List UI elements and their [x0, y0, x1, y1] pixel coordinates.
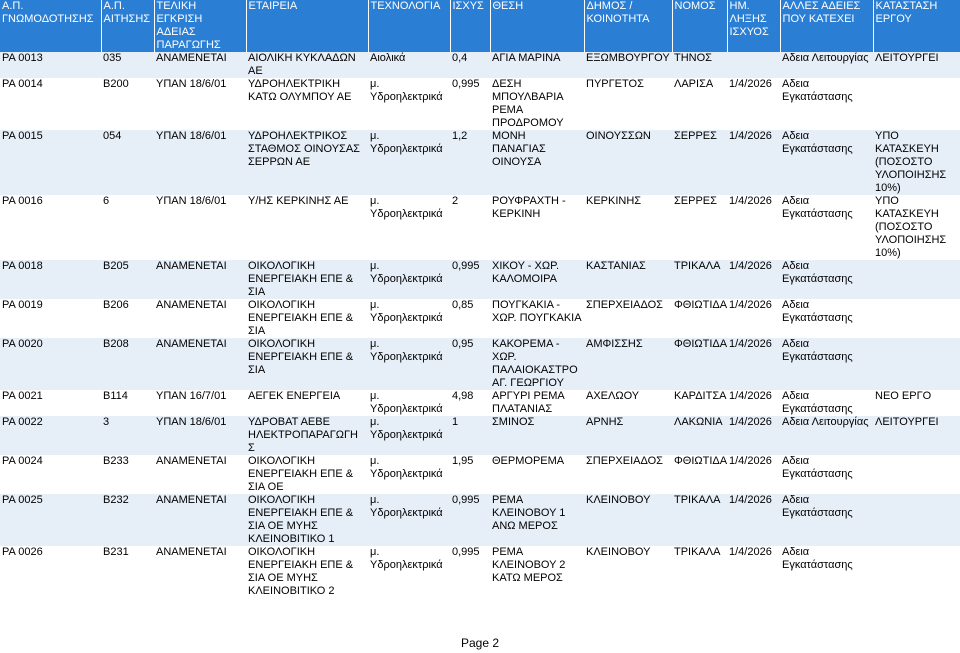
- cell-prefecture: ΤΡΙΚΑΛΑ: [672, 260, 727, 299]
- cell-approval-no: ΡΑ 0018: [0, 260, 101, 299]
- cell-municipality: ΑΡΝΗΣ: [584, 416, 672, 455]
- cell-location: ΧΙΚΟΥ - ΧΩΡ. ΚΑΛΟΜΟΙΡΑ: [490, 260, 584, 299]
- cell-technology: μ. Υδροηλεκτρικά: [368, 338, 450, 390]
- cell-location: ΔΕΣΗ ΜΠΟΥΛΒΑΡΙΑ ΡΕΜΑ ΠΡΟΔΡΟΜΟΥ: [490, 78, 584, 130]
- cell-capacity: 1: [450, 416, 490, 455]
- cell-application-no: Β114: [101, 390, 154, 416]
- cell-final-approval: ΑΝΑΜΕΝΕΤΑΙ: [154, 494, 246, 546]
- header-prefecture: ΝΟΜΟΣ: [672, 0, 727, 52]
- cell-project-status: ΥΠΟ ΚΑΤΑΣΚΕΥΗ (ΠΟΣΟΣΤΟ ΥΛΟΠΟΙΗΣΗΣ 10%): [873, 130, 960, 195]
- cell-application-no: Β206: [101, 299, 154, 338]
- cell-application-no: 6: [101, 195, 154, 260]
- cell-technology: μ. Υδροηλεκτρικά: [368, 195, 450, 260]
- cell-project-status: [873, 455, 960, 494]
- cell-project-status: ΛΕΙΤΟΥΡΓΕΙ: [873, 52, 960, 78]
- table-row: [0, 455, 960, 494]
- cell-final-approval: ΑΝΑΜΕΝΕΤΑΙ: [154, 52, 246, 78]
- table-row: [0, 299, 960, 338]
- header-other-licenses: ΑΛΛΕΣ ΑΔΕΙΕΣ ΠΟΥ ΚΑΤΕΧΕΙ: [780, 0, 873, 52]
- cell-municipality: ΚΛΕΙΝΟΒΟΥ: [584, 494, 672, 546]
- cell-municipality: ΠΥΡΓΕΤΟΣ: [584, 78, 672, 130]
- cell-prefecture: ΦΘΙΩΤΙΔΑ: [672, 338, 727, 390]
- cell-approval-no: ΡΑ 0020: [0, 338, 101, 390]
- cell-company: ΟΙΚΟΛΟΓΙΚΗ ΕΝΕΡΓΕΙΑΚΗ ΕΠΕ & ΣΙΑ: [246, 260, 368, 299]
- cell-other-licenses: Αδεια Εγκατάστασης: [780, 390, 873, 416]
- cell-prefecture: ΚΑΡΔΙΤΣΑ: [672, 390, 727, 416]
- cell-application-no: Β208: [101, 338, 154, 390]
- cell-application-no: Β205: [101, 260, 154, 299]
- cell-expiry-date: 1/4/2026: [727, 130, 780, 195]
- cell-expiry-date: 1/4/2026: [727, 494, 780, 546]
- cell-prefecture: ΣΕΡΡΕΣ: [672, 130, 727, 195]
- cell-technology: μ. Υδροηλεκτρικά: [368, 78, 450, 130]
- cell-approval-no: ΡΑ 0016: [0, 195, 101, 260]
- cell-other-licenses: Αδεια Εγκατάστασης: [780, 338, 873, 390]
- cell-application-no: Β231: [101, 546, 154, 598]
- cell-prefecture: ΦΘΙΩΤΙΔΑ: [672, 455, 727, 494]
- table-row: [0, 494, 960, 546]
- cell-prefecture: ΛΑΡΙΣΑ: [672, 78, 727, 130]
- cell-company: ΟΙΚΟΛΟΓΙΚΗ ΕΝΕΡΓΕΙΑΚΗ ΕΠΕ & ΣΙΑ ΟΕ ΜΥΗΣ ΚΛΕΙΝΟΒΙΤΙΚΟ 2: [246, 546, 368, 598]
- cell-approval-no: ΡΑ 0021: [0, 390, 101, 416]
- cell-other-licenses: Αδεια Εγκατάστασης: [780, 78, 873, 130]
- cell-technology: μ. Υδροηλεκτρικά: [368, 416, 450, 455]
- cell-municipality: ΚΕΡΚΙΝΗΣ: [584, 195, 672, 260]
- table-row: [0, 338, 960, 390]
- cell-company: ΟΙΚΟΛΟΓΙΚΗ ΕΝΕΡΓΕΙΑΚΗ ΕΠΕ & ΣΙΑ ΟΕ: [246, 455, 368, 494]
- cell-capacity: 0,995: [450, 260, 490, 299]
- cell-capacity: 2: [450, 195, 490, 260]
- cell-capacity: 0,995: [450, 78, 490, 130]
- cell-company: ΟΙΚΟΛΟΓΙΚΗ ΕΝΕΡΓΕΙΑΚΗ ΕΠΕ & ΣΙΑ ΟΕ ΜΥΗΣ ΚΛΕΙΝΟΒΙΤΙΚΟ 1: [246, 494, 368, 546]
- table-row: [0, 546, 960, 598]
- header-row: [0, 0, 960, 52]
- cell-prefecture: ΦΘΙΩΤΙΔΑ: [672, 299, 727, 338]
- cell-municipality: ΚΑΣΤΑΝΙΑΣ: [584, 260, 672, 299]
- cell-expiry-date: 1/4/2026: [727, 260, 780, 299]
- cell-location: ΡΕΜΑ ΚΛΕΙΝΟΒΟΥ 2 ΚΑΤΩ ΜΕΡΟΣ: [490, 546, 584, 598]
- cell-company: ΥΔΡΟΗΛΕΚΤΡΙΚΟΣ ΣΤΑΘΜΟΣ ΟΙΝΟΥΣΑΣ ΣΕΡΡΩΝ ΑΕ: [246, 130, 368, 195]
- cell-approval-no: ΡΑ 0015: [0, 130, 101, 195]
- header-project-status: ΚΑΤΑΣΤΑΣΗ ΕΡΓΟΥ: [873, 0, 960, 52]
- cell-approval-no: ΡΑ 0022: [0, 416, 101, 455]
- header-location: ΘΕΣΗ: [490, 0, 584, 52]
- cell-expiry-date: 1/4/2026: [727, 78, 780, 130]
- cell-company: ΑΕΓΕΚ ΕΝΕΡΓΕΙΑ: [246, 390, 368, 416]
- cell-application-no: 054: [101, 130, 154, 195]
- cell-approval-no: ΡΑ 0026: [0, 546, 101, 598]
- cell-location: ΚΑΚΟΡΕΜΑ - ΧΩΡ. ΠΑΛΑΙΟΚΑΣΤΡΟ ΑΓ. ΓΕΩΡΓΙΟΥ: [490, 338, 584, 390]
- header-application-no: Α.Π. ΑΙΤΗΣΗΣ: [101, 0, 154, 52]
- cell-expiry-date: 1/4/2026: [727, 338, 780, 390]
- cell-municipality: ΑΧΕΛΩΟΥ: [584, 390, 672, 416]
- cell-capacity: 0,995: [450, 546, 490, 598]
- cell-project-status: [873, 494, 960, 546]
- cell-expiry-date: [727, 52, 780, 78]
- cell-municipality: ΟΙΝΟΥΣΣΩΝ: [584, 130, 672, 195]
- cell-company: ΥΔΡΟΗΛΕΚΤΡΙΚΗ ΚΑΤΩ ΟΛΥΜΠΟΥ ΑΕ: [246, 78, 368, 130]
- cell-municipality: ΣΠΕΡΧΕΙΑΔΟΣ: [584, 455, 672, 494]
- table-row: [0, 52, 960, 78]
- cell-company: ΥΔΡΟΒΑΤ ΑΕΒΕ ΗΛΕΚΤΡΟΠΑΡΑΓΩΓΗ Σ: [246, 416, 368, 455]
- cell-technology: μ. Υδροηλεκτρικά: [368, 260, 450, 299]
- cell-municipality: ΑΜΦΙΣΣΗΣ: [584, 338, 672, 390]
- cell-other-licenses: Αδεια Εγκατάστασης: [780, 546, 873, 598]
- cell-company: Υ/ΗΣ ΚΕΡΚΙΝΗΣ ΑΕ: [246, 195, 368, 260]
- cell-prefecture: ΤΡΙΚΑΛΑ: [672, 546, 727, 598]
- cell-project-status: [873, 338, 960, 390]
- cell-technology: Αιολικά: [368, 52, 450, 78]
- cell-prefecture: ΣΕΡΡΕΣ: [672, 195, 727, 260]
- cell-technology: μ. Υδροηλεκτρικά: [368, 546, 450, 598]
- cell-approval-no: ΡΑ 0014: [0, 78, 101, 130]
- cell-prefecture: ΤΡΙΚΑΛΑ: [672, 494, 727, 546]
- table-row: [0, 390, 960, 416]
- cell-other-licenses: Αδεια Εγκατάστασης: [780, 260, 873, 299]
- cell-project-status: ΛΕΙΤΟΥΡΓΕΙ: [873, 416, 960, 455]
- cell-municipality: ΕΞΩΜΒΟΥΡΓΟΥ: [584, 52, 672, 78]
- cell-final-approval: ΑΝΑΜΕΝΕΤΑΙ: [154, 455, 246, 494]
- cell-project-status: [873, 299, 960, 338]
- cell-prefecture: ΛΑΚΩΝΙΑ: [672, 416, 727, 455]
- cell-location: ΑΡΓΥΡΙ ΡΕΜΑ ΠΛΑΤΑΝΙΑΣ: [490, 390, 584, 416]
- cell-application-no: Β232: [101, 494, 154, 546]
- cell-final-approval: ΥΠΑΝ 18/6/01: [154, 130, 246, 195]
- header-municipality: ΔΗΜΟΣ / ΚΟΙΝΟΤΗΤΑ: [584, 0, 672, 52]
- table-row: [0, 260, 960, 299]
- cell-approval-no: ΡΑ 0013: [0, 52, 101, 78]
- cell-expiry-date: 1/4/2026: [727, 416, 780, 455]
- cell-other-licenses: Αδεια Εγκατάστασης: [780, 299, 873, 338]
- cell-application-no: Β200: [101, 78, 154, 130]
- cell-capacity: 0,995: [450, 494, 490, 546]
- cell-capacity: 1,95: [450, 455, 490, 494]
- table-body: [0, 52, 960, 598]
- cell-company: ΟΙΚΟΛΟΓΙΚΗ ΕΝΕΡΓΕΙΑΚΗ ΕΠΕ & ΣΙΑ: [246, 338, 368, 390]
- cell-technology: μ. Υδροηλεκτρικά: [368, 455, 450, 494]
- cell-application-no: 3: [101, 416, 154, 455]
- cell-final-approval: ΑΝΑΜΕΝΕΤΑΙ: [154, 299, 246, 338]
- cell-final-approval: ΥΠΑΝ 16/7/01: [154, 390, 246, 416]
- header-approval-no: Α.Π. ΓΝΩΜΟΔΟΤΗΣΗΣ: [0, 0, 101, 52]
- cell-final-approval: ΥΠΑΝ 18/6/01: [154, 195, 246, 260]
- cell-location: ΡΟΥΦΡΑΧΤΗ - ΚΕΡΚΙΝΗ: [490, 195, 584, 260]
- cell-expiry-date: 1/4/2026: [727, 195, 780, 260]
- cell-location: ΜΟΝΗ ΠΑΝΑΓΙΑΣ ΟΙΝΟΥΣΑ: [490, 130, 584, 195]
- cell-expiry-date: 1/4/2026: [727, 455, 780, 494]
- cell-approval-no: ΡΑ 0019: [0, 299, 101, 338]
- cell-project-status: ΥΠΟ ΚΑΤΑΣΚΕΥΗ (ΠΟΣΟΣΤΟ ΥΛΟΠΟΙΗΣΗΣ 10%): [873, 195, 960, 260]
- cell-technology: μ. Υδροηλεκτρικά: [368, 494, 450, 546]
- cell-expiry-date: 1/4/2026: [727, 546, 780, 598]
- cell-location: ΡΕΜΑ ΚΛΕΙΝΟΒΟΥ 1 ΑΝΩ ΜΕΡΟΣ: [490, 494, 584, 546]
- header-capacity: ΙΣΧΥΣ: [450, 0, 490, 52]
- cell-location: ΘΕΡΜΟΡΕΜΑ: [490, 455, 584, 494]
- cell-final-approval: ΑΝΑΜΕΝΕΤΑΙ: [154, 546, 246, 598]
- cell-location: ΑΓΙΑ ΜΑΡΙΝΑ: [490, 52, 584, 78]
- cell-location: ΠΟΥΓΚΑΚΙΑ - ΧΩΡ. ΠΟΥΓΚΑΚΙΑ: [490, 299, 584, 338]
- cell-company: ΑΙΟΛΙΚΗ ΚΥΚΛΑΔΩΝ ΑΕ: [246, 52, 368, 78]
- header-final-approval: ΤΕΛΙΚΗ ΕΓΚΡΙΣΗ ΑΔΕΙΑΣ ΠΑΡΑΓΩΓΗΣ: [154, 0, 246, 52]
- cell-final-approval: ΑΝΑΜΕΝΕΤΑΙ: [154, 338, 246, 390]
- cell-technology: μ. Υδροηλεκτρικά: [368, 390, 450, 416]
- cell-final-approval: ΑΝΑΜΕΝΕΤΑΙ: [154, 260, 246, 299]
- cell-application-no: Β233: [101, 455, 154, 494]
- cell-project-status: [873, 78, 960, 130]
- cell-other-licenses: Αδεια Λειτουργίας: [780, 52, 873, 78]
- cell-final-approval: ΥΠΑΝ 18/6/01: [154, 416, 246, 455]
- table-row: [0, 78, 960, 130]
- cell-technology: μ. Υδροηλεκτρικά: [368, 130, 450, 195]
- cell-capacity: 0,95: [450, 338, 490, 390]
- cell-project-status: ΝΕΟ ΕΡΓΟ: [873, 390, 960, 416]
- cell-other-licenses: Αδεια Εγκατάστασης: [780, 494, 873, 546]
- cell-company: ΟΙΚΟΛΟΓΙΚΗ ΕΝΕΡΓΕΙΑΚΗ ΕΠΕ & ΣΙΑ: [246, 299, 368, 338]
- cell-approval-no: ΡΑ 0024: [0, 455, 101, 494]
- cell-prefecture: ΤΗΝΟΣ: [672, 52, 727, 78]
- cell-project-status: [873, 260, 960, 299]
- cell-location: ΣΜΙΝΟΣ: [490, 416, 584, 455]
- cell-project-status: [873, 546, 960, 598]
- cell-other-licenses: Αδεια Εγκατάστασης: [780, 195, 873, 260]
- cell-capacity: 0,85: [450, 299, 490, 338]
- cell-other-licenses: Αδεια Εγκατάστασης: [780, 455, 873, 494]
- table-row: [0, 416, 960, 455]
- table-row: [0, 130, 960, 195]
- cell-municipality: ΣΠΕΡΧΕΙΑΔΟΣ: [584, 299, 672, 338]
- cell-capacity: 0,4: [450, 52, 490, 78]
- cell-application-no: 035: [101, 52, 154, 78]
- cell-municipality: ΚΛΕΙΝΟΒΟΥ: [584, 546, 672, 598]
- table-row: [0, 195, 960, 260]
- page-number: Page 2: [460, 636, 500, 650]
- cell-other-licenses: Αδεια Λειτουργίας: [780, 416, 873, 455]
- header-technology: ΤΕΧΝΟΛΟΓΙΑ: [368, 0, 450, 52]
- cell-capacity: 1,2: [450, 130, 490, 195]
- header-company: ΕΤΑΙΡΕΙΑ: [246, 0, 368, 52]
- cell-technology: μ. Υδροηλεκτρικά: [368, 299, 450, 338]
- cell-expiry-date: 1/4/2026: [727, 390, 780, 416]
- header-expiry-date: ΗΜ. ΛΗΞΗΣ ΙΣΧΥΟΣ: [727, 0, 780, 52]
- cell-expiry-date: 1/4/2026: [727, 299, 780, 338]
- cell-final-approval: ΥΠΑΝ 18/6/01: [154, 78, 246, 130]
- cell-approval-no: ΡΑ 0025: [0, 494, 101, 546]
- cell-capacity: 4,98: [450, 390, 490, 416]
- cell-other-licenses: Αδεια Εγκατάστασης: [780, 130, 873, 195]
